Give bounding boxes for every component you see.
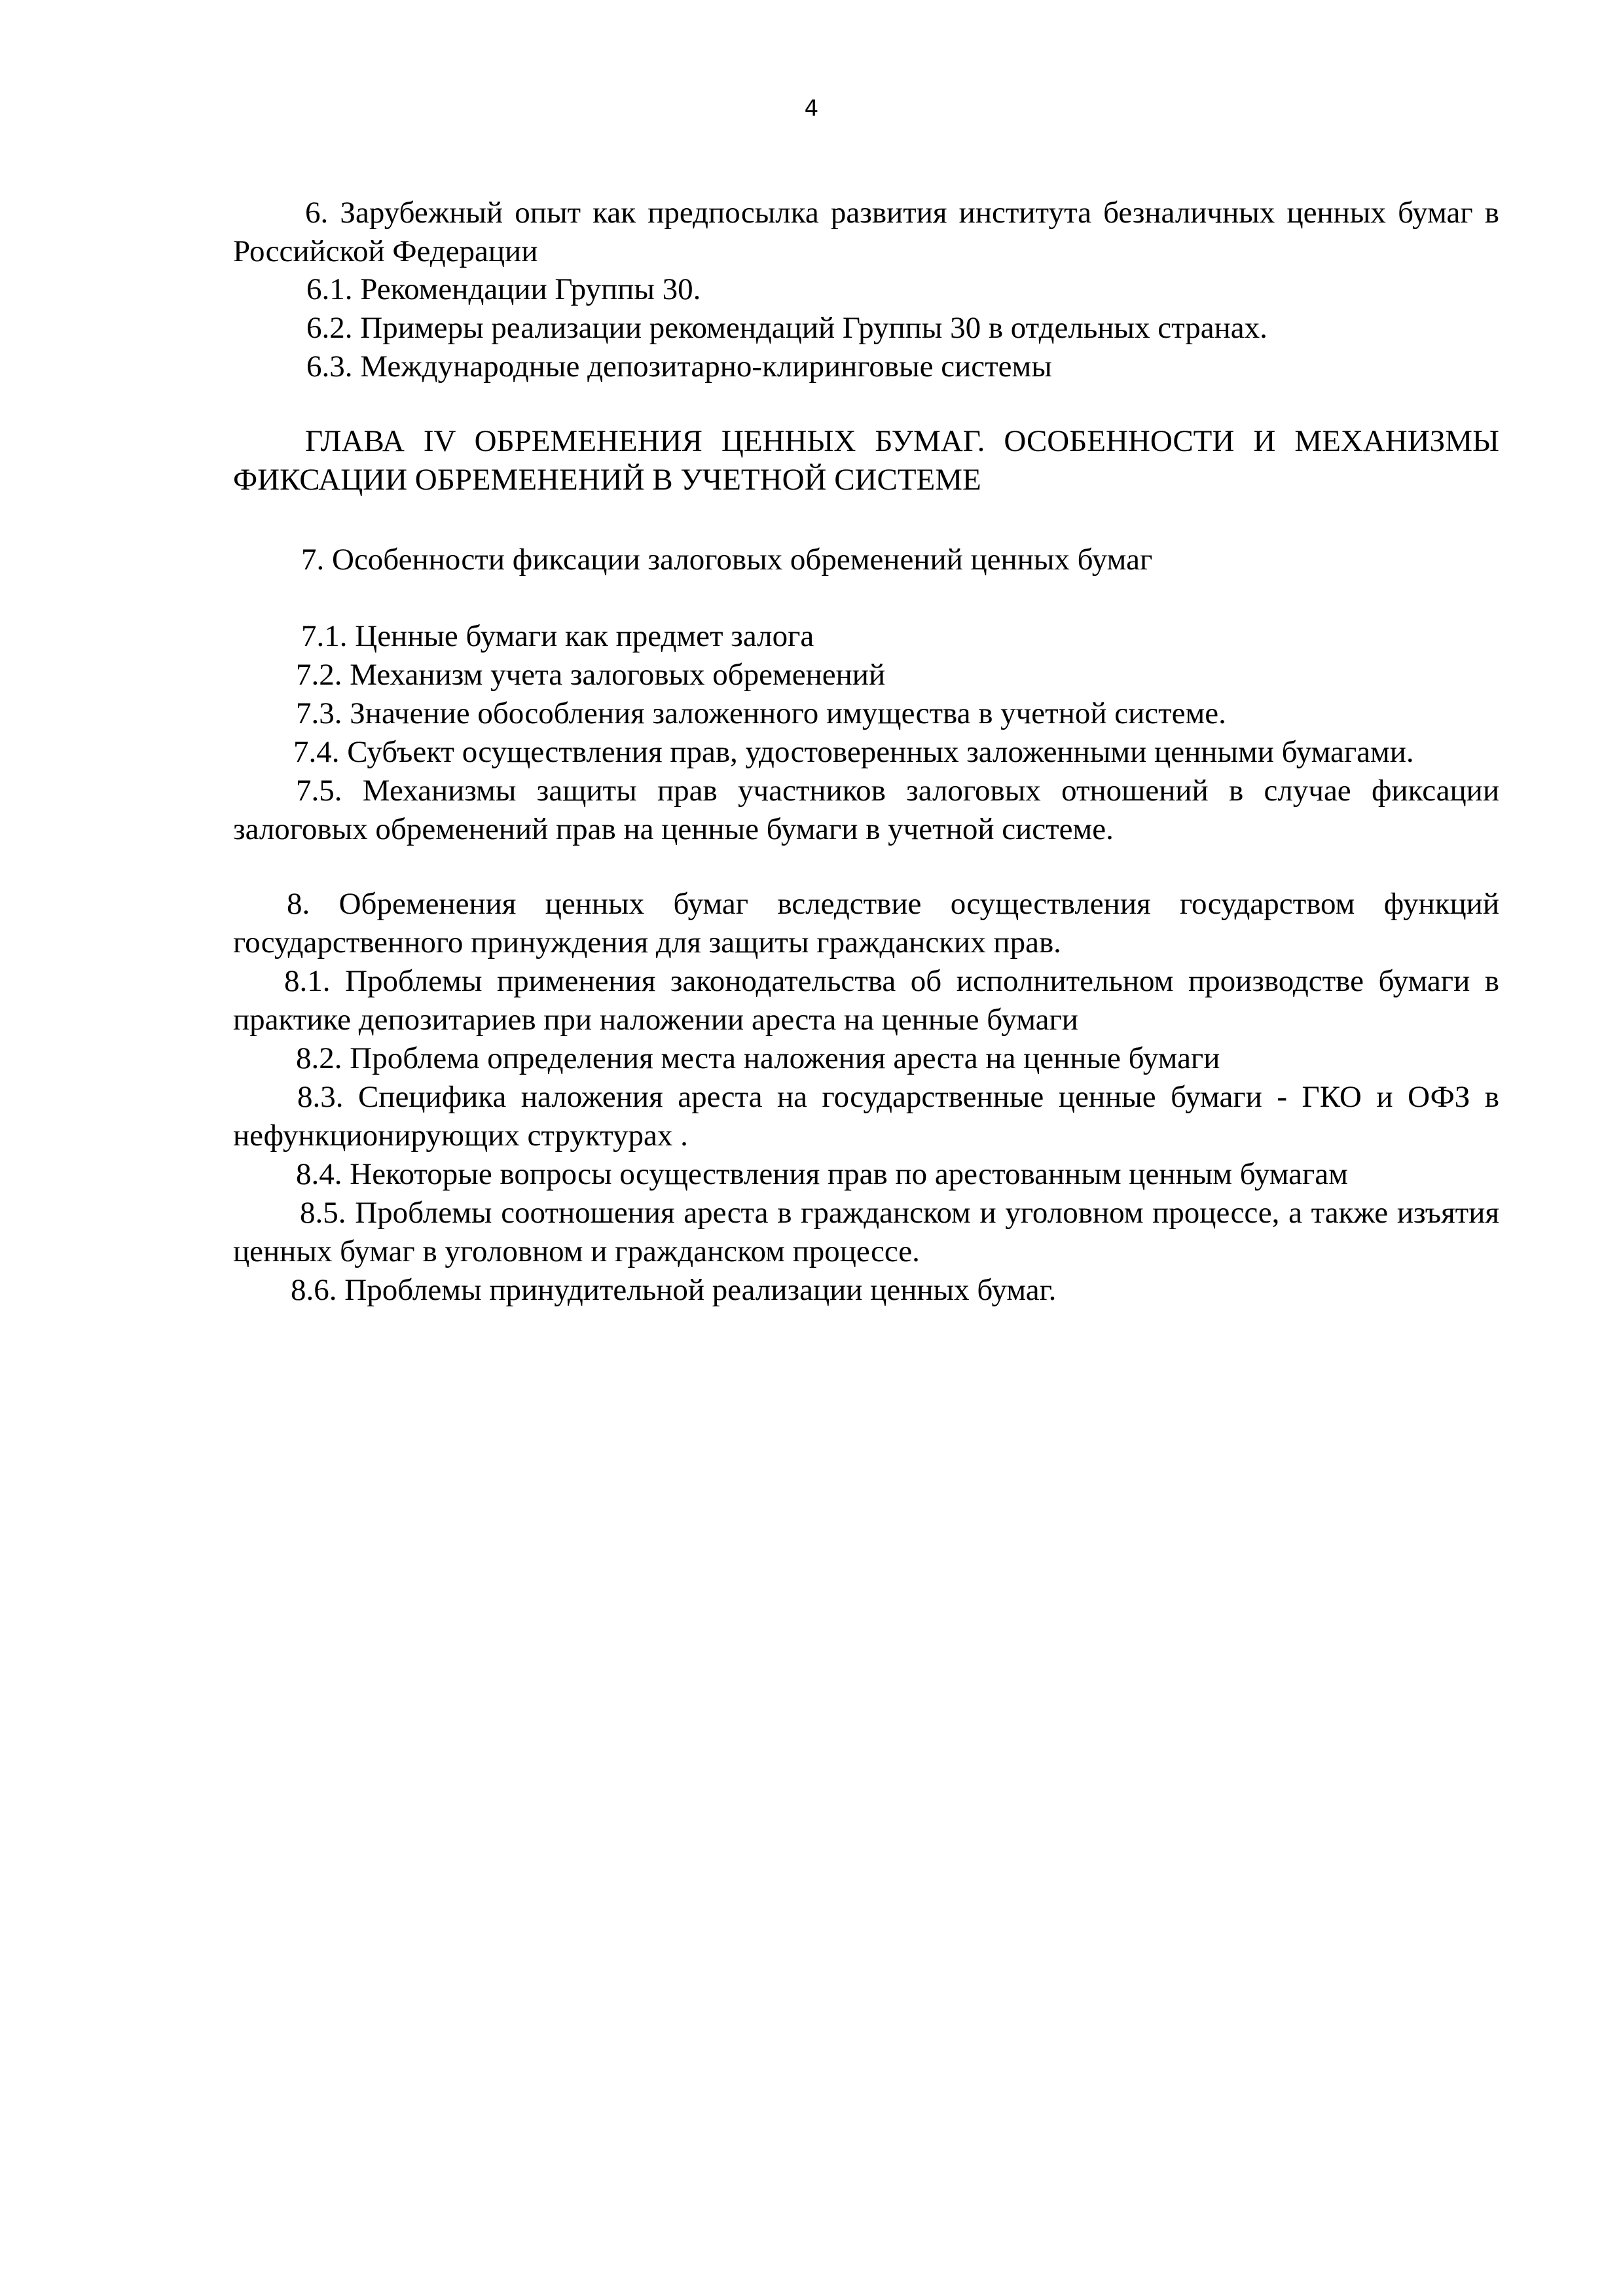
item-7-5: 7.5. Механизмы защиты прав участников залоговых отношений в случае фиксации залоговых обременений прав на ценные бумаги в учетной системе.: [233, 774, 1499, 846]
item-8-2: 8.2. Проблема определения места наложения ареста на ценные бумаги: [296, 1041, 1220, 1075]
item-7-1: 7.1. Ценные бумаги как предмет залога: [301, 619, 814, 653]
section-6-heading: 6. Зарубежный опыт как предпосылка развития института безналичных ценных бумаг в Российской Федерации: [233, 196, 1499, 268]
item-6-1: 6.1. Рекомендации Группы 30.: [306, 272, 701, 306]
page-number: 4: [804, 96, 819, 122]
item-8-3: 8.3. Специфика наложения ареста на государственные ценные бумаги - ГКО и ОФЗ в нефункционирующих структурах .: [233, 1080, 1499, 1153]
item-6-3: 6.3. Международные депозитарно-клиринговые системы: [306, 350, 1052, 384]
item-8-5: 8.5. Проблемы соотношения ареста в гражданском и уголовном процессе, а также изъятия ценных бумаг в уголовном и гражданском процессе.: [233, 1196, 1499, 1268]
item-6-2: 6.2. Примеры реализации рекомендаций Группы 30 в отдельных странах.: [306, 311, 1267, 345]
item-7-2: 7.2. Механизм учета залоговых обременений: [296, 658, 886, 692]
section-8-heading: 8. Обременения ценных бумаг вследствие осуществления государством функций государственного принуждения для защиты гражданских прав.: [233, 887, 1499, 960]
item-8-4: 8.4. Некоторые вопросы осуществления прав по арестованным ценным бумагам: [296, 1157, 1348, 1191]
item-8-6: 8.6. Проблемы принудительной реализации ценных бумаг.: [291, 1273, 1057, 1307]
item-7-3: 7.3. Значение обособления заложенного имущества в учетной системе.: [296, 696, 1226, 730]
item-8-1: 8.1. Проблемы применения законодательства об исполнительном производстве бумаги в практике депозитариев при наложении ареста на ценные бумаги: [233, 964, 1499, 1037]
chapter-4-title: ГЛАВА IV ОБРЕМЕНЕНИЯ ЦЕННЫХ БУМАГ. ОСОБЕННОСТИ И МЕХАНИЗМЫ ФИКСАЦИИ ОБРЕМЕНЕНИЙ В УЧЕТНОЙ СИСТЕМЕ: [233, 424, 1499, 497]
item-7-4: 7.4. Субъект осуществления прав, удостоверенных заложенными ценными бумагами.: [293, 735, 1414, 769]
section-7-heading: 7. Особенности фиксации залоговых обременений ценных бумаг: [301, 543, 1153, 577]
